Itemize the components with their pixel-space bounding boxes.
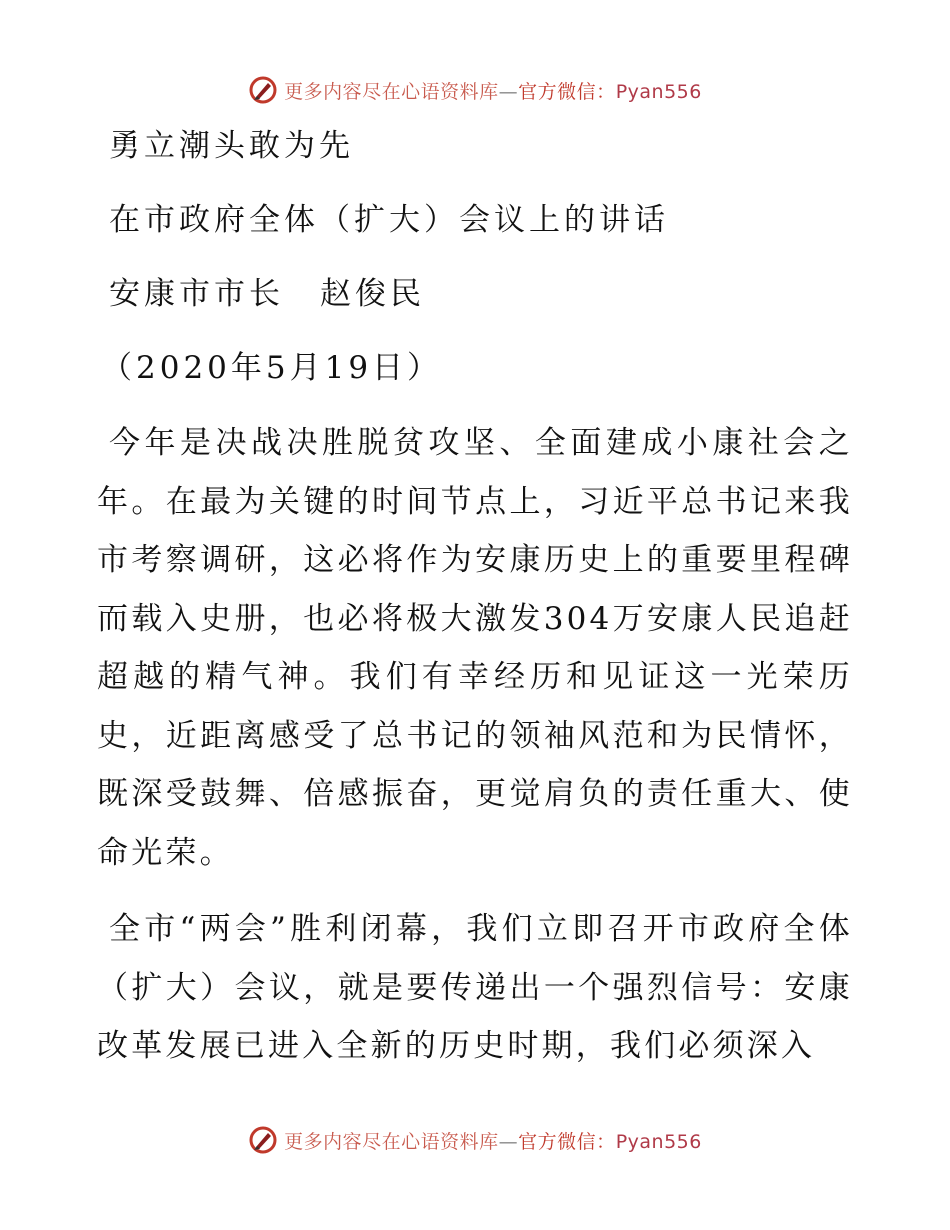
watermark-dash: — [498, 80, 519, 103]
watermark-code: Pyan556 [615, 1130, 702, 1153]
pen-logo-icon [248, 75, 278, 105]
document-body [97, 118, 853, 1094]
watermark-official: 官方微信： [518, 80, 616, 103]
watermark-text [284, 1127, 702, 1154]
author-role: 安康市市长 [109, 276, 284, 312]
doc-subtitle: 在市政府全体（扩大）会议上的讲话 [109, 202, 669, 238]
watermark-dash: — [498, 1130, 519, 1153]
watermark-site: 更多内容尽在心语资料库 [284, 1130, 499, 1153]
watermark-official: 官方微信： [518, 1130, 616, 1153]
paragraph-1: 今年是决战决胜脱贫攻坚、全面建成小康社会之年。在最为关键的时间节点上，习近平总书记来我市考察调研，这必将作为安康历史上的重要里程碑而载入史册，也必将极大激发304万安康人民追赶超越的精气神。我们有幸经历和见证这一光荣历史，近距离感受了总书记的领袖风范和为民情怀，既深受鼓舞、倍感振奋，更觉肩负的责任重大、使命光荣。 [97, 425, 853, 871]
watermark-text [284, 77, 702, 104]
doc-author [109, 266, 853, 322]
author-name: 赵俊民 [320, 276, 425, 312]
watermark-site: 更多内容尽在心语资料库 [284, 80, 499, 103]
doc-title: 勇立潮头敢为先 [109, 128, 354, 164]
pen-logo-icon [248, 1125, 278, 1155]
paragraph-2: 全市“两会”胜利闭幕，我们立即召开市政府全体（扩大）会议，就是要传递出一个强烈信号：安康改革发展已进入全新的历史时期，我们必须深入 [97, 911, 853, 1064]
doc-date: （2020年5月19日） [101, 350, 443, 386]
watermark-bottom [0, 1120, 950, 1160]
watermark-top [0, 70, 950, 110]
watermark-code: Pyan556 [615, 80, 702, 103]
